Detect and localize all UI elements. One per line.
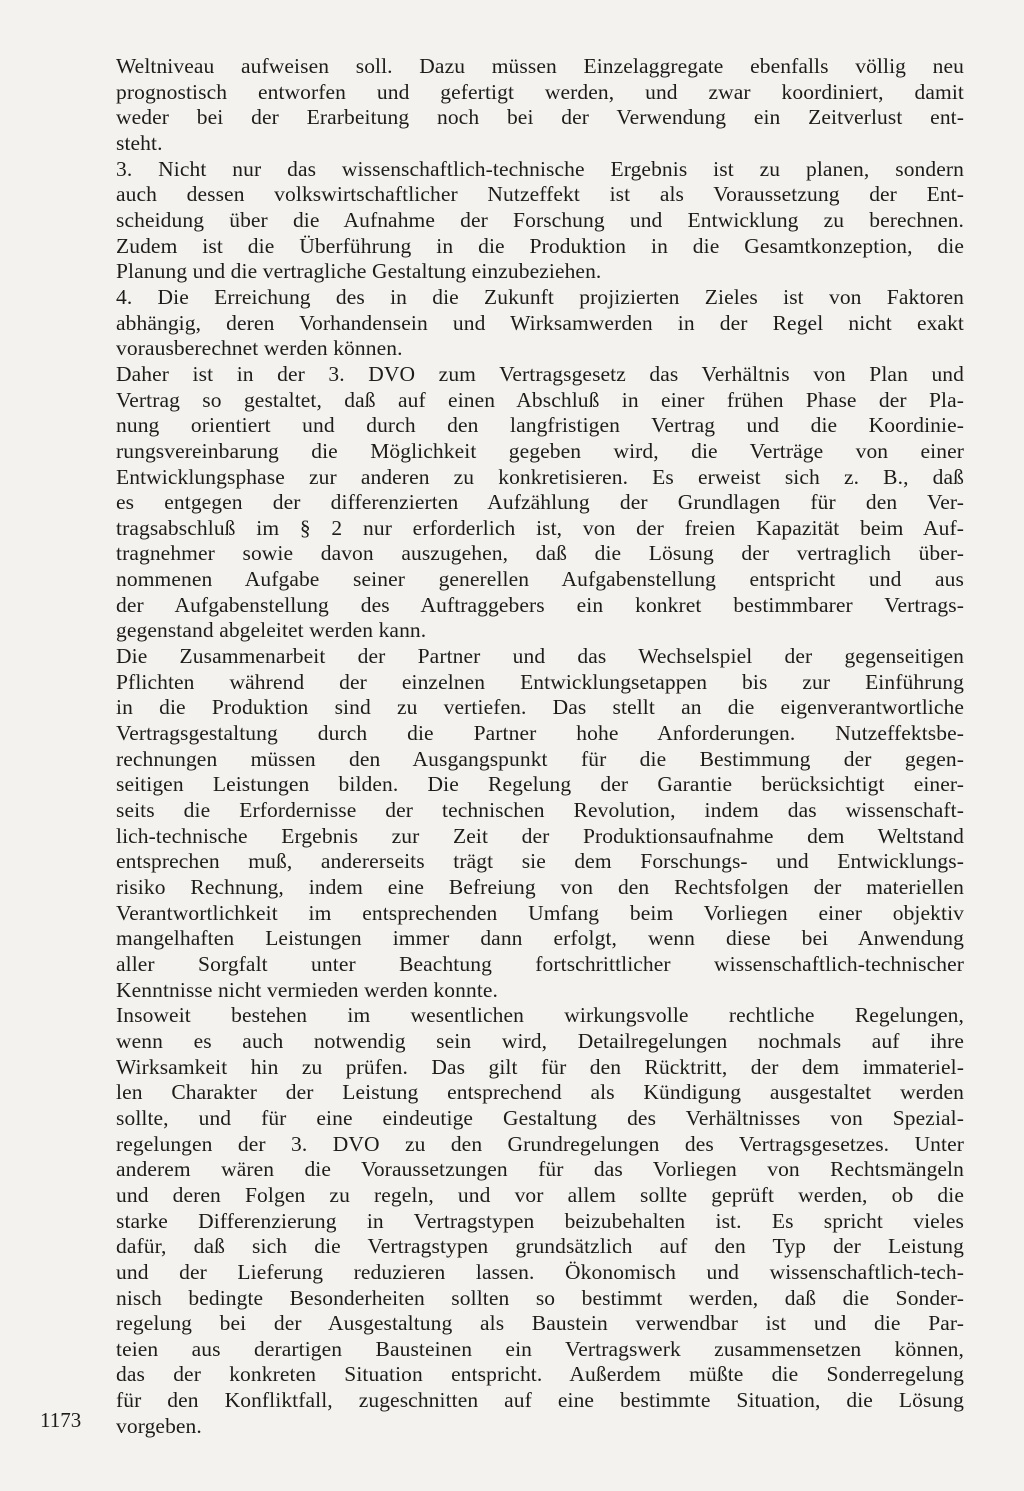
- text-line: scheidung über die Aufnahme der Forschung und Entwicklung zu berechnen.: [116, 207, 964, 232]
- text-line: nommenen Aufgabe seiner generellen Aufgabenstellung entspricht und aus: [116, 567, 964, 592]
- text-line: risiko Rechnung, indem eine Befreiung von den Rechtsfolgen der materiellen: [116, 875, 964, 899]
- text-line: der Aufgabenstellung des Auftraggebers ein konkret bestimmbarer Vertrags-: [116, 592, 964, 617]
- text-line: vorausberechnet werden können.: [116, 336, 403, 361]
- text-line: Entwicklungsphase zur anderen zu konkretisieren. Es erweist sich z. B., daß: [116, 464, 964, 489]
- text-line: 4. Die Erreichung des in die Zukunft projizierten Zieles ist von Faktoren: [116, 284, 964, 309]
- text-line: steht.: [116, 130, 163, 155]
- text-line: abhängig, deren Vorhandensein und Wirksamwerden in der Regel nicht exakt: [116, 310, 964, 335]
- text-line: Vertrag so gestaltet, daß auf einen Abschluß in einer frühen Phase der Pla-: [116, 387, 964, 412]
- text-line: teien aus derartigen Bausteinen ein Vertragswerk zusammensetzen können,: [116, 1336, 964, 1361]
- text-line: nisch bedingte Besonderheiten sollten so bestimmt werden, daß die Sonder-: [116, 1285, 964, 1310]
- text-line: Pflichten während der einzelnen Entwicklungsetappen bis zur Einführung: [116, 669, 964, 694]
- text-line: Kenntnisse nicht vermieden werden konnte.: [116, 977, 499, 1002]
- text-line: lich-technische Ergebnis zur Zeit der Produktionsaufnahme dem Weltstand: [116, 823, 964, 848]
- text-line: und deren Folgen zu regeln, und vor allem sollte geprüft werden, ob die: [116, 1182, 964, 1207]
- text-line: anderem wären die Voraussetzungen für das Vorliegen von Rechtsmängeln: [116, 1157, 964, 1182]
- text-line: seits die Erfordernisse der technischen Revolution, indem das wissenschaft-: [116, 798, 964, 823]
- text-line: es entgegen der differenzierten Aufzählung der Grundlagen für den Ver-: [116, 490, 964, 515]
- text-line: wenn es auch notwendig sein wird, Detailregelungen nochmals auf ihre: [116, 1028, 964, 1053]
- text-line: mangelhaften Leistungen immer dann erfolgt, wenn diese bei Anwendung: [116, 926, 964, 951]
- text-line: len Charakter der Leistung entsprechend als Kündigung ausgestaltet werden: [116, 1080, 964, 1105]
- text-line: starke Differenzierung in Vertragstypen beizubehalten ist. Es spricht vieles: [116, 1208, 964, 1233]
- text-line: regelungen der 3. DVO zu den Grundregelungen des Vertragsgesetzes. Unter: [116, 1131, 964, 1156]
- text-line: Daher ist in der 3. DVO zum Vertragsgesetz das Verhältnis von Plan und: [116, 361, 964, 386]
- text-line: Die Zusammenarbeit der Partner und das Wechselspiel der gegenseitigen: [116, 644, 964, 669]
- text-line: Weltniveau aufweisen soll. Dazu müssen Einzelaggregate ebenfalls völlig neu: [116, 54, 964, 78]
- text-line: rechnungen müssen den Ausgangspunkt für die Bestimmung der gegen-: [116, 746, 964, 771]
- text-line: regelung bei der Ausgestaltung als Baustein verwendbar ist und die Par-: [116, 1311, 964, 1336]
- text-line: entsprechen muß, andererseits trägt sie dem Forschungs- und Entwicklungs-: [116, 849, 964, 874]
- text-line: rungsvereinbarung die Möglichkeit gegeben wird, die Verträge von einer: [116, 438, 964, 463]
- text-line: das der konkreten Situation entspricht. Außerdem müßte die Sonderregelung: [116, 1362, 964, 1387]
- text-line: und der Lieferung reduzieren lassen. Ökonomisch und wissenschaftlich-tech-: [116, 1259, 964, 1284]
- text-line: vorgeben.: [116, 1413, 202, 1438]
- text-line: Verantwortlichkeit im entsprechenden Umfang beim Vorliegen einer objektiv: [116, 900, 964, 925]
- text-line: für den Konfliktfall, zugeschnitten auf eine bestimmte Situation, die Lösung: [116, 1388, 964, 1413]
- text-line: Vertragsgestaltung durch die Partner hohe Anforderungen. Nutzeffektsbe-: [116, 721, 964, 746]
- text-line: Zudem ist die Überführung in die Produktion in die Gesamtkonzeption, die: [116, 233, 964, 258]
- text-line: Insoweit bestehen im wesentlichen wirkungsvolle rechtliche Regelungen,: [116, 1003, 964, 1028]
- text-line: weder bei der Erarbeitung noch bei der Verwendung ein Zeitverlust ent-: [116, 105, 964, 130]
- page-number: 1173: [40, 1408, 82, 1432]
- text-line: tragsabschluß im § 2 nur erforderlich ist, von der freien Kapazität beim Auf-: [116, 515, 964, 540]
- text-line: 3. Nicht nur das wissenschaftlich-technische Ergebnis ist zu planen, sondern: [116, 156, 964, 181]
- text-line: tragnehmer sowie davon auszugehen, daß die Lösung der vertraglich über-: [116, 541, 964, 566]
- text-line: dafür, daß sich die Vertragstypen grundsätzlich auf den Typ der Leistung: [116, 1234, 964, 1259]
- text-line: Planung und die vertragliche Gestaltung einzubeziehen.: [116, 259, 602, 284]
- text-line: seitigen Leistungen bilden. Die Regelung der Garantie berücksichtigt einer-: [116, 772, 964, 797]
- text-line: Wirksamkeit hin zu prüfen. Das gilt für den Rücktritt, der dem immateriel-: [116, 1054, 964, 1079]
- text-line: gegenstand abgeleitet werden kann.: [116, 618, 427, 643]
- text-line: prognostisch entworfen und gefertigt werden, und zwar koordiniert, damit: [116, 79, 964, 104]
- body-text: [116, 54, 964, 1439]
- text-line: aller Sorgfalt unter Beachtung fortschrittlicher wissenschaftlich-technischer: [116, 951, 964, 976]
- text-line: in die Produktion sind zu vertiefen. Das stellt an die eigenverantwortliche: [116, 695, 964, 720]
- text-line: nung orientiert und durch den langfristigen Vertrag und die Koordinie-: [116, 413, 964, 438]
- text-line: auch dessen volkswirtschaftlicher Nutzeffekt ist als Voraussetzung der Ent-: [116, 182, 964, 207]
- text-line: sollte, und für eine eindeutige Gestaltung des Verhältnisses von Spezial-: [116, 1105, 964, 1130]
